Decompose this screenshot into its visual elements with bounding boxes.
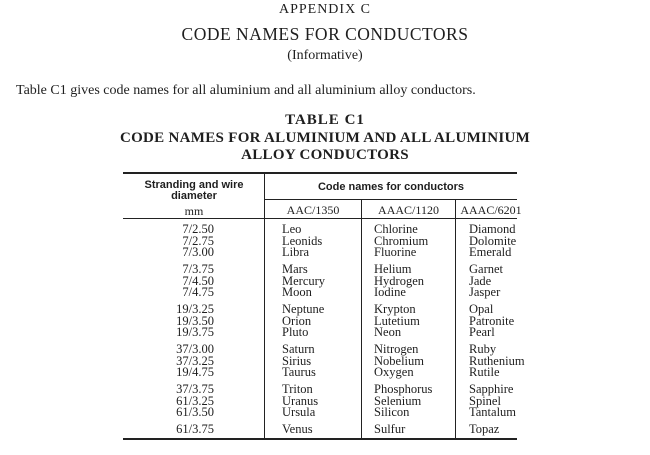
cell-aac1350 <box>282 424 360 436</box>
aac1350-value: Venus <box>282 422 313 436</box>
aac1350-value: Pluto <box>282 325 309 339</box>
aac1350-value: Uranus <box>282 393 319 408</box>
table-title-line1: CODE NAMES FOR ALUMINIUM AND ALL ALUMINIUM <box>119 130 531 146</box>
cell-stranding <box>150 264 214 299</box>
aaac1120-value: Neon <box>374 325 402 339</box>
aaac6201-value: Garnet <box>469 262 504 276</box>
stranding-value: 19/3.25 <box>176 302 214 316</box>
aaac6201-value: Rutile <box>469 365 500 379</box>
stranding-value: 37/3.75 <box>176 382 214 396</box>
aaac6201-value: Patronite <box>469 313 515 328</box>
table-label: TABLE C1 <box>285 112 365 128</box>
cell-stranding <box>150 424 214 436</box>
intro-paragraph: Table C1 gives code names for all aluminium and all aluminium alloy conductors. <box>16 83 476 98</box>
aaac6201-value: Pearl <box>469 325 495 339</box>
stranding-value: 7/3.75 <box>182 262 214 276</box>
stranding-value: 7/2.50 <box>182 222 214 236</box>
aac1350-value: Leonids <box>282 233 323 248</box>
cell-aaac1120 <box>374 384 454 419</box>
aaac1120-value: Oxygen <box>374 365 414 379</box>
cell-aaac1120 <box>374 224 454 259</box>
stranding-value: 61/3.25 <box>176 393 214 408</box>
aaac1120-value: Iodine <box>374 285 406 299</box>
stranding-header-line2: diameter <box>171 190 217 202</box>
cell-aaac1120 <box>374 344 454 379</box>
aaac1120-value: Sulfur <box>374 422 406 436</box>
stranding-value: 19/3.50 <box>176 313 214 328</box>
cell-stranding <box>150 304 214 339</box>
cell-aac1350 <box>282 304 360 339</box>
aaac1120-value: Silicon <box>374 405 410 419</box>
aaac1120-value: Helium <box>374 262 412 276</box>
aaac1120-value: Selenium <box>374 393 422 408</box>
column-header-aaac1120: AAAC/1120 <box>378 203 439 217</box>
page-subtitle: (Informative) <box>287 48 363 63</box>
stranding-value: 37/3.00 <box>176 342 214 356</box>
group-header: Code names for conductors <box>317 181 465 193</box>
cell-aaac1120 <box>374 264 454 299</box>
aac1350-value: Leo <box>282 222 302 236</box>
cell-aaac6201 <box>469 424 529 436</box>
column-divider-3 <box>455 199 456 438</box>
group-header-rule <box>264 199 517 200</box>
cell-aaac6201 <box>469 264 529 299</box>
aaac6201-value: Emerald <box>469 245 512 259</box>
aac1350-value: Triton <box>282 382 313 396</box>
aac1350-value: Moon <box>282 285 312 299</box>
column-divider-2 <box>361 199 362 438</box>
aac1350-value: Libra <box>282 245 310 259</box>
stranding-value: 7/4.75 <box>182 285 214 299</box>
cell-aac1350 <box>282 344 360 379</box>
aaac1120-value: Phosphorus <box>374 382 433 396</box>
page-title: CODE NAMES FOR CONDUCTORS <box>181 24 469 44</box>
aaac6201-value: Ruthenium <box>469 353 525 368</box>
table-title <box>0 130 650 164</box>
aaac1120-value: Chlorine <box>374 222 418 236</box>
aaac6201-value: Spinel <box>469 393 501 408</box>
stranding-value: 61/3.50 <box>176 405 214 419</box>
stranding-header-line1: Stranding and wire <box>144 179 244 191</box>
stranding-unit: mm <box>184 204 204 218</box>
cell-aaac6201 <box>469 224 529 259</box>
aaac1120-value: Fluorine <box>374 245 417 259</box>
cell-aac1350 <box>282 384 360 419</box>
table-title-line2: ALLOY CONDUCTORS <box>241 147 409 163</box>
cell-aaac6201 <box>469 384 529 419</box>
cell-aac1350 <box>282 264 360 299</box>
cell-aaac6201 <box>469 304 529 339</box>
cell-stranding <box>150 224 214 259</box>
aaac1120-value: Hydrogen <box>374 273 424 288</box>
aaac1120-value: Krypton <box>374 302 416 316</box>
stranding-value: 61/3.75 <box>176 422 214 436</box>
table-top-rule <box>123 172 517 174</box>
cell-aaac1120 <box>374 424 454 436</box>
cell-aac1350 <box>282 224 360 259</box>
aaac6201-value: Sapphire <box>469 382 514 396</box>
cell-stranding <box>150 344 214 379</box>
aaac1120-value: Nobelium <box>374 353 424 368</box>
stranding-value: 19/3.75 <box>176 325 214 339</box>
aac1350-value: Sirius <box>282 353 312 368</box>
table-bottom-rule <box>123 438 517 440</box>
aac1350-value: Saturn <box>282 342 315 356</box>
aac1350-value: Mercury <box>282 273 326 288</box>
stranding-value: 7/3.00 <box>182 245 214 259</box>
aaac6201-value: Jasper <box>469 285 501 299</box>
column-header-aaac6201: AAAC/6201 <box>460 203 522 217</box>
aaac6201-value: Diamond <box>469 222 516 236</box>
stranding-value: 37/3.25 <box>176 353 214 368</box>
stranding-value: 7/2.75 <box>182 233 214 248</box>
aaac6201-value: Topaz <box>469 422 500 436</box>
aaac1120-value: Lutetium <box>374 313 420 328</box>
cell-stranding <box>150 384 214 419</box>
aaac6201-value: Opal <box>469 302 494 316</box>
aac1350-value: Taurus <box>282 365 316 379</box>
stranding-header <box>124 180 264 202</box>
aac1350-value: Orion <box>282 313 312 328</box>
aaac1120-value: Chromium <box>374 233 429 248</box>
aac1350-value: Ursula <box>282 405 316 419</box>
aaac6201-value: Dolomite <box>469 233 517 248</box>
cell-aaac1120 <box>374 304 454 339</box>
stranding-value: 7/4.50 <box>182 273 214 288</box>
aaac6201-value: Tantalum <box>469 405 517 419</box>
appendix-heading: APPENDIX C <box>278 2 372 17</box>
aaac1120-value: Nitrogen <box>374 342 419 356</box>
stranding-value: 19/4.75 <box>176 365 214 379</box>
aaac6201-value: Ruby <box>469 342 497 356</box>
aac1350-value: Mars <box>282 262 308 276</box>
aaac6201-value: Jade <box>469 273 492 288</box>
cell-aaac6201 <box>469 344 529 379</box>
aac1350-value: Neptune <box>282 302 325 316</box>
column-header-aac1350: AAC/1350 <box>286 203 340 217</box>
